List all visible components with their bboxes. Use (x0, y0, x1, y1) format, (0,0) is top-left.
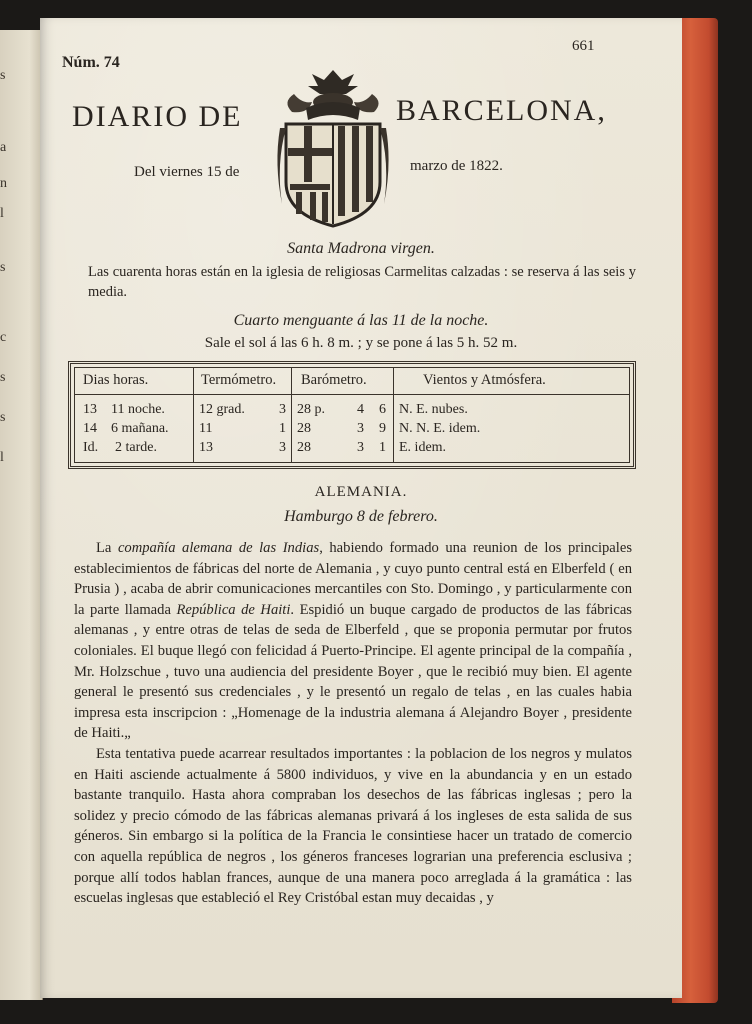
republic-name: República de Haiti (176, 601, 291, 618)
newspaper-page (40, 18, 682, 998)
weather-baro: 28 (297, 440, 311, 455)
section-heading: ALEMANIA. (314, 484, 408, 500)
left-fragment: s (0, 260, 6, 275)
masthead-title-right: BARCELONA, (396, 94, 607, 127)
left-fragment: s (0, 68, 6, 83)
weather-thermo-frac: 3 (279, 402, 286, 417)
weather-hour: 2 tarde. (115, 440, 157, 455)
forty-hours-notice: Las cuarenta horas están en la iglesia de religiosas Carmelitas calzadas : se reserva á las seis y media. (88, 264, 636, 300)
sun-times: Sale el sol á las 6 h. 8 m. ; y se pone á las 5 h. 52 m. (204, 335, 518, 351)
weather-header-winds: Vientos y Atmósfera. (423, 372, 546, 388)
article-paragraph: Esta tentativa puede acarrear resultados importantes : la poblacion de los negros y mulatos en Haiti asciende actualmente á 5800 individuos, y vive en la abundancia y en un estado bastante tranquilo. Hasta ahora compraban los desechos de las fábricas inglesas ; pero la solidez y precio cómodo de las fábricas alemanas privará á los ingleses de esta salida de sus géneros. Sin embargo si la política de la Francia le consintiese hacer un tratado de comercio con aquella república de negros , los géneros franceses lograrian una preferencia esclusiva ; porque allí todos hablan frances, aunque de una manera poco arreglada á la gramática : las escuelas inglesas que estableció el Rey Cristóbal estan muy decaidas , y (74, 745, 632, 907)
weather-header-thermometer: Termómetro. (201, 372, 277, 388)
barcelona-coat-of-arms-icon (272, 64, 394, 230)
weather-thermo: 12 grad. (199, 402, 245, 417)
left-fragment: c (0, 330, 7, 345)
weather-table (68, 361, 636, 469)
weather-wind: N. E. nubes. (399, 402, 468, 417)
company-name: compañía alemana de las Indias (117, 540, 320, 556)
left-fragment: a (0, 140, 7, 155)
weather-thermo-frac: 1 (279, 421, 286, 436)
article-body (74, 538, 632, 909)
weather-baro-lines: 4 (357, 402, 364, 417)
date-right: marzo de 1822. (410, 158, 503, 174)
weather-header-days: Dias horas. (83, 372, 149, 388)
text-run: . Espidió un buque cargado de productos de las fábricas alemanas , y entre otras de telas de seda de Elberfeld , que se proponia permutar por frutos coloniales. El buque llegó con felicidad á Puerto-Principe. El agente principal de la compañía , Mr. Holzschue , tuvo una audiencia del presidente Boyer , que le recibió muy bien. El agente general le presentó sus credenciales , y le presentó un regalo de telas , en las cuales habia impresa esta inscripcion : „Homenage de la industria alemana á Alejandro Boyer , presidente de Haiti.„ (74, 601, 632, 742)
left-page-edge (0, 30, 43, 1000)
left-fragment: n (0, 176, 7, 191)
weather-baro-lines: 3 (357, 421, 364, 436)
weather-day: Id. (83, 440, 99, 455)
text-run: , habiendo formado una reunion de los principales establecimientos de fábricas del norte de Alemania , y cuyo punto central está en Elberfeld ( en Prusia ) , acaba de abrir comunicaciones mercantiles con Sto. Domingo , y particularmente con la parte llamada (74, 540, 632, 618)
weather-day: 13 (83, 402, 97, 417)
weather-baro: 28 (297, 421, 311, 436)
weather-baro: 28 p. (297, 402, 325, 417)
weather-wind: N. N. E. idem. (399, 421, 481, 436)
left-fragment: l (0, 206, 4, 221)
saint-of-day: Santa Madrona virgen. (287, 240, 435, 257)
weather-hour: 6 mañana. (111, 421, 169, 436)
left-fragment: s (0, 410, 6, 425)
left-fragment: s (0, 370, 6, 385)
weather-header-barometer: Barómetro. (301, 372, 367, 388)
masthead-title-left: DIARIO DE (72, 100, 243, 133)
weather-baro-lines: 3 (357, 440, 364, 455)
left-fragment: l (0, 450, 4, 465)
text-run: La (96, 540, 118, 556)
issue-number: Núm. 74 (62, 54, 120, 71)
weather-baro-frac: 1 (379, 440, 386, 455)
weather-thermo: 11 (199, 421, 213, 436)
article-paragraph (74, 538, 632, 744)
weather-thermo: 13 (199, 440, 213, 455)
moon-phase: Cuarto menguante á las 11 de la noche. (233, 312, 489, 329)
weather-baro-frac: 9 (379, 421, 386, 436)
weather-baro-frac: 6 (379, 402, 386, 417)
date-left: Del viernes 15 de (134, 164, 240, 180)
weather-thermo-frac: 3 (279, 440, 286, 455)
page-number: 661 (572, 38, 595, 54)
weather-wind: E. idem. (399, 440, 447, 455)
article-dateline: Hamburgo 8 de febrero. (284, 508, 438, 525)
weather-hour: 11 noche. (111, 402, 165, 417)
weather-day: 14 (83, 421, 97, 436)
